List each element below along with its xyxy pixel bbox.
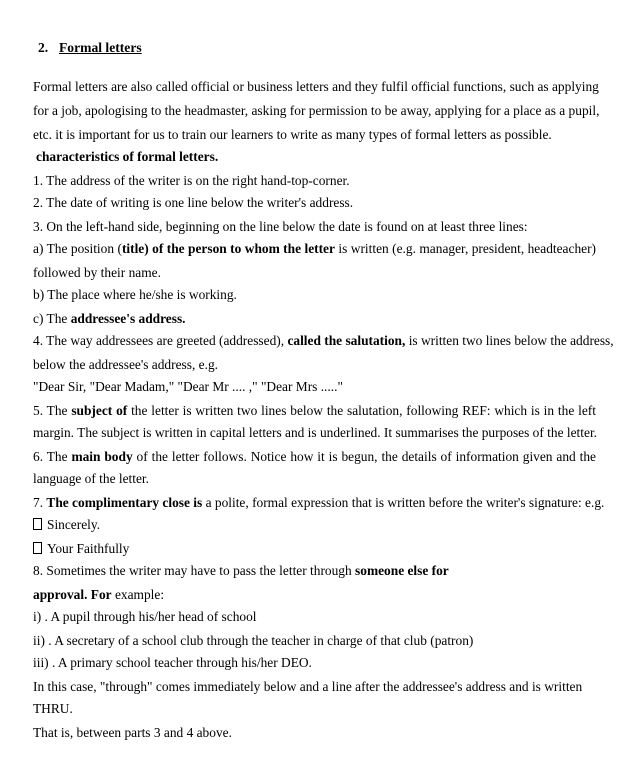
section-number: 2. [38, 40, 49, 55]
item-7-option-2: Your Faithfully [33, 540, 596, 557]
characteristics-title: characteristics of formal letters. [36, 149, 219, 164]
item-8-example-i: i) . A pupil through his/her head of school [33, 609, 257, 624]
item-4-line-2: below the addressee's address, e.g. [33, 357, 218, 372]
checkbox-icon [33, 518, 42, 530]
item-8-example-iii: iii) . A primary school teacher through his/her DEO. [33, 655, 312, 670]
closing-line-1: In this case, "through" comes immediately below and a line after the addressee's address and is written [33, 679, 583, 694]
item-6-line-2: language of the letter. [33, 471, 150, 486]
item-3b: b) The place where he/she is working. [33, 287, 237, 302]
item-3a-line-2: followed by their name. [33, 265, 161, 280]
item-4-salutations: "Dear Sir, "Dear Madam," "Dear Mr .... ," "Dear Mrs ....." [33, 379, 343, 394]
item-5-line-1: 5. The subject of the letter is written two lines below the salutation, following REF: which is in the left [33, 403, 596, 418]
item-1: 1. The address of the writer is on the right hand-top-corner. [33, 173, 350, 188]
section-title: Formal letters [59, 40, 142, 55]
item-5-line-2: margin. The subject is written in capital letters and is underlined. It summarises the purposes of the letter. [33, 425, 598, 440]
intro-line-2: for a job, apologising to the headmaster, asking for permission to be away, applying for a place as a pupil, [33, 103, 600, 118]
item-3c: c) The addressee's address. [33, 311, 186, 326]
item-8-line-2: approval. For example: [33, 587, 165, 602]
item-4-line-1: 4. The way addressees are greeted (addressed), called the salutation, is written two lines below the address, [33, 333, 614, 348]
item-6-line-1: 6. The main body of the letter follows. Notice how it is begun, the details of information given and the [33, 449, 596, 464]
item-7-line-1: 7. The complimentary close is a polite, formal expression that is written before the writer's signature: e.g. [33, 495, 605, 510]
item-2: 2. The date of writing is one line below the writer's address. [33, 195, 354, 210]
section-heading [38, 40, 142, 56]
checkbox-icon [33, 542, 42, 554]
closing-line-2: THRU. [33, 701, 73, 716]
intro-line-1: Formal letters are also called official or business letters and they fulfil official functions, such as applying [33, 79, 599, 94]
item-3: 3. On the left-hand side, beginning on the line below the date is found on at least three lines: [33, 219, 528, 234]
item-8-example-ii: ii) . A secretary of a school club through the teacher in charge of that club (patron) [33, 633, 474, 648]
item-7-option-1: Sincerely. [33, 516, 596, 533]
intro-line-3: etc. it is important for us to train our learners to write as many types of formal letters as possible. [33, 127, 552, 142]
item-3a-line-1: a) The position (title) of the person to whom the letter is written (e.g. manager, president, headteacher) [33, 241, 597, 256]
closing-line-3: That is, between parts 3 and 4 above. [33, 725, 232, 740]
item-8-line-1: 8. Sometimes the writer may have to pass the letter through someone else for [33, 563, 449, 578]
